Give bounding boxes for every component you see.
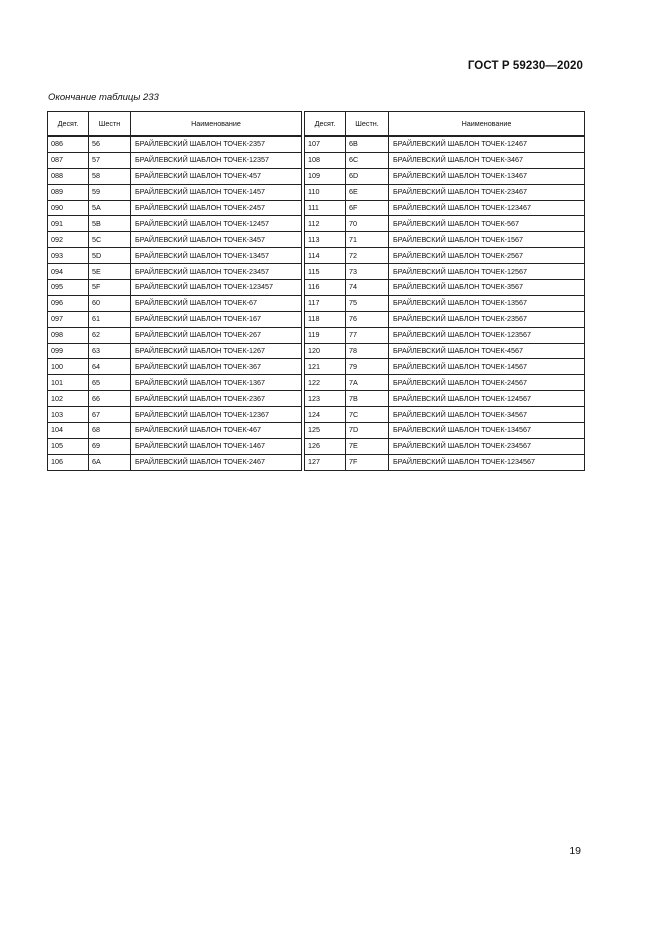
cell-hex: 6F: [346, 200, 389, 216]
table-row: [305, 200, 585, 216]
table-row: [305, 152, 585, 168]
cell-decimal: 097: [48, 311, 89, 327]
cell-decimal: 109: [305, 168, 346, 184]
cell-hex: 67: [89, 407, 131, 423]
document-standard-title: ГОСТ Р 59230—2020: [467, 60, 583, 72]
cell-name: БРАЙЛЕВСКИЙ ШАБЛОН ТОЧЕК-23467: [389, 184, 585, 200]
table-left-body: [48, 136, 302, 470]
cell-decimal: 105: [48, 438, 89, 454]
cell-name: БРАЙЛЕВСКИЙ ШАБЛОН ТОЧЕК-2467: [131, 454, 302, 470]
header-name: Наименование: [389, 112, 585, 137]
cell-name: БРАЙЛЕВСКИЙ ШАБЛОН ТОЧЕК-12357: [131, 152, 302, 168]
cell-decimal: 123: [305, 391, 346, 407]
table-row: [305, 248, 585, 264]
cell-name: БРАЙЛЕВСКИЙ ШАБЛОН ТОЧЕК-567: [389, 216, 585, 232]
cell-name: БРАЙЛЕВСКИЙ ШАБЛОН ТОЧЕК-13467: [389, 168, 585, 184]
table-row: [48, 327, 302, 343]
cell-name: БРАЙЛЕВСКИЙ ШАБЛОН ТОЧЕК-1234567: [389, 454, 585, 470]
table-row: [48, 391, 302, 407]
cell-name: БРАЙЛЕВСКИЙ ШАБЛОН ТОЧЕК-2357: [131, 136, 302, 152]
table-row: [305, 327, 585, 343]
cell-hex: 74: [346, 280, 389, 296]
cell-decimal: 098: [48, 327, 89, 343]
table-header-row: [305, 112, 585, 137]
cell-name: БРАЙЛЕВСКИЙ ШАБЛОН ТОЧЕК-467: [131, 423, 302, 439]
cell-decimal: 087: [48, 152, 89, 168]
cell-hex: 7C: [346, 407, 389, 423]
table-row: [305, 359, 585, 375]
table-row: [305, 232, 585, 248]
cell-decimal: 113: [305, 232, 346, 248]
cell-decimal: 106: [48, 454, 89, 470]
cell-hex: 65: [89, 375, 131, 391]
cell-decimal: 114: [305, 248, 346, 264]
table-row: [48, 311, 302, 327]
cell-decimal: 110: [305, 184, 346, 200]
cell-decimal: 090: [48, 200, 89, 216]
cell-hex: 6E: [346, 184, 389, 200]
table-row: [48, 295, 302, 311]
cell-decimal: 122: [305, 375, 346, 391]
table-right-half: [304, 111, 585, 471]
cell-hex: 70: [346, 216, 389, 232]
cell-decimal: 126: [305, 438, 346, 454]
cell-decimal: 095: [48, 280, 89, 296]
table-row: [48, 168, 302, 184]
table-row: [48, 232, 302, 248]
table-row: [305, 454, 585, 470]
table-row: [48, 375, 302, 391]
cell-decimal: 115: [305, 264, 346, 280]
table-row: [305, 184, 585, 200]
table-row: [305, 168, 585, 184]
cell-decimal: 116: [305, 280, 346, 296]
cell-decimal: 108: [305, 152, 346, 168]
cell-name: БРАЙЛЕВСКИЙ ШАБЛОН ТОЧЕК-457: [131, 168, 302, 184]
cell-decimal: 101: [48, 375, 89, 391]
cell-name: БРАЙЛЕВСКИЙ ШАБЛОН ТОЧЕК-1267: [131, 343, 302, 359]
cell-decimal: 107: [305, 136, 346, 152]
cell-hex: 66: [89, 391, 131, 407]
cell-hex: 7E: [346, 438, 389, 454]
cell-decimal: 111: [305, 200, 346, 216]
cell-decimal: 088: [48, 168, 89, 184]
header-decimal: Десят.: [48, 112, 89, 137]
header-hex: Шестн.: [346, 112, 389, 137]
table-row: [48, 264, 302, 280]
cell-hex: 6A: [89, 454, 131, 470]
cell-name: БРАЙЛЕВСКИЙ ШАБЛОН ТОЧЕК-1467: [131, 438, 302, 454]
cell-decimal: 089: [48, 184, 89, 200]
cell-name: БРАЙЛЕВСКИЙ ШАБЛОН ТОЧЕК-167: [131, 311, 302, 327]
cell-hex: 57: [89, 152, 131, 168]
cell-decimal: 125: [305, 423, 346, 439]
cell-name: БРАЙЛЕВСКИЙ ШАБЛОН ТОЧЕК-234567: [389, 438, 585, 454]
cell-name: БРАЙЛЕВСКИЙ ШАБЛОН ТОЧЕК-134567: [389, 423, 585, 439]
cell-decimal: 112: [305, 216, 346, 232]
cell-name: БРАЙЛЕВСКИЙ ШАБЛОН ТОЧЕК-23457: [131, 264, 302, 280]
cell-name: БРАЙЛЕВСКИЙ ШАБЛОН ТОЧЕК-14567: [389, 359, 585, 375]
table-left-half: [47, 111, 302, 471]
cell-hex: 64: [89, 359, 131, 375]
cell-decimal: 093: [48, 248, 89, 264]
cell-hex: 62: [89, 327, 131, 343]
cell-name: БРАЙЛЕВСКИЙ ШАБЛОН ТОЧЕК-34567: [389, 407, 585, 423]
cell-hex: 6D: [346, 168, 389, 184]
table-row: [305, 136, 585, 152]
cell-decimal: 094: [48, 264, 89, 280]
cell-name: БРАЙЛЕВСКИЙ ШАБЛОН ТОЧЕК-12567: [389, 264, 585, 280]
table-row: [305, 280, 585, 296]
cell-hex: 5C: [89, 232, 131, 248]
cell-name: БРАЙЛЕВСКИЙ ШАБЛОН ТОЧЕК-13567: [389, 295, 585, 311]
braille-pattern-table: [47, 111, 583, 471]
table-row: [48, 454, 302, 470]
cell-name: БРАЙЛЕВСКИЙ ШАБЛОН ТОЧЕК-124567: [389, 391, 585, 407]
cell-hex: 78: [346, 343, 389, 359]
cell-name: БРАЙЛЕВСКИЙ ШАБЛОН ТОЧЕК-12467: [389, 136, 585, 152]
table-row: [305, 407, 585, 423]
cell-hex: 56: [89, 136, 131, 152]
cell-decimal: 118: [305, 311, 346, 327]
header-hex: Шестн: [89, 112, 131, 137]
cell-decimal: 091: [48, 216, 89, 232]
cell-name: БРАЙЛЕВСКИЙ ШАБЛОН ТОЧЕК-12457: [131, 216, 302, 232]
cell-hex: 5F: [89, 280, 131, 296]
cell-name: БРАЙЛЕВСКИЙ ШАБЛОН ТОЧЕК-267: [131, 327, 302, 343]
cell-hex: 7D: [346, 423, 389, 439]
table-row: [48, 407, 302, 423]
cell-decimal: 124: [305, 407, 346, 423]
cell-decimal: 119: [305, 327, 346, 343]
table-row: [305, 423, 585, 439]
table-row: [48, 152, 302, 168]
table-row: [305, 375, 585, 391]
table-row: [48, 184, 302, 200]
table-row: [48, 216, 302, 232]
cell-name: БРАЙЛЕВСКИЙ ШАБЛОН ТОЧЕК-2457: [131, 200, 302, 216]
cell-hex: 61: [89, 311, 131, 327]
table-row: [305, 264, 585, 280]
cell-decimal: 102: [48, 391, 89, 407]
cell-hex: 69: [89, 438, 131, 454]
cell-decimal: 121: [305, 359, 346, 375]
cell-hex: 7A: [346, 375, 389, 391]
cell-hex: 60: [89, 295, 131, 311]
cell-hex: 5A: [89, 200, 131, 216]
table-header-row: [48, 112, 302, 137]
table-row: [305, 391, 585, 407]
cell-hex: 6C: [346, 152, 389, 168]
table-row: [48, 423, 302, 439]
table-right-body: [305, 136, 585, 470]
table-row: [48, 200, 302, 216]
cell-hex: 6B: [346, 136, 389, 152]
cell-decimal: 100: [48, 359, 89, 375]
table-row: [305, 438, 585, 454]
cell-hex: 5B: [89, 216, 131, 232]
cell-name: БРАЙЛЕВСКИЙ ШАБЛОН ТОЧЕК-3467: [389, 152, 585, 168]
cell-decimal: 096: [48, 295, 89, 311]
table-row: [305, 311, 585, 327]
cell-name: БРАЙЛЕВСКИЙ ШАБЛОН ТОЧЕК-67: [131, 295, 302, 311]
cell-name: БРАЙЛЕВСКИЙ ШАБЛОН ТОЧЕК-367: [131, 359, 302, 375]
cell-hex: 71: [346, 232, 389, 248]
cell-name: БРАЙЛЕВСКИЙ ШАБЛОН ТОЧЕК-3567: [389, 280, 585, 296]
cell-hex: 73: [346, 264, 389, 280]
table-row: [48, 343, 302, 359]
cell-hex: 68: [89, 423, 131, 439]
cell-name: БРАЙЛЕВСКИЙ ШАБЛОН ТОЧЕК-12367: [131, 407, 302, 423]
cell-decimal: 120: [305, 343, 346, 359]
table-caption: Окончание таблицы 233: [48, 92, 159, 103]
cell-hex: 76: [346, 311, 389, 327]
table-row: [305, 216, 585, 232]
cell-decimal: 103: [48, 407, 89, 423]
cell-decimal: 127: [305, 454, 346, 470]
cell-hex: 7F: [346, 454, 389, 470]
page-number: 19: [569, 845, 581, 857]
cell-name: БРАЙЛЕВСКИЙ ШАБЛОН ТОЧЕК-123457: [131, 280, 302, 296]
cell-name: БРАЙЛЕВСКИЙ ШАБЛОН ТОЧЕК-24567: [389, 375, 585, 391]
cell-decimal: 104: [48, 423, 89, 439]
cell-hex: 5E: [89, 264, 131, 280]
cell-hex: 5D: [89, 248, 131, 264]
cell-hex: 77: [346, 327, 389, 343]
cell-decimal: 117: [305, 295, 346, 311]
cell-hex: 72: [346, 248, 389, 264]
cell-hex: 75: [346, 295, 389, 311]
table-row: [48, 136, 302, 152]
cell-name: БРАЙЛЕВСКИЙ ШАБЛОН ТОЧЕК-123567: [389, 327, 585, 343]
header-name: Наименование: [131, 112, 302, 137]
cell-name: БРАЙЛЕВСКИЙ ШАБЛОН ТОЧЕК-23567: [389, 311, 585, 327]
table-row: [48, 438, 302, 454]
table-row: [305, 295, 585, 311]
cell-hex: 79: [346, 359, 389, 375]
cell-name: БРАЙЛЕВСКИЙ ШАБЛОН ТОЧЕК-2367: [131, 391, 302, 407]
cell-decimal: 086: [48, 136, 89, 152]
table-row: [48, 280, 302, 296]
cell-name: БРАЙЛЕВСКИЙ ШАБЛОН ТОЧЕК-1367: [131, 375, 302, 391]
cell-hex: 63: [89, 343, 131, 359]
cell-name: БРАЙЛЕВСКИЙ ШАБЛОН ТОЧЕК-1567: [389, 232, 585, 248]
cell-hex: 58: [89, 168, 131, 184]
cell-decimal: 092: [48, 232, 89, 248]
table-row: [305, 343, 585, 359]
cell-hex: 59: [89, 184, 131, 200]
cell-name: БРАЙЛЕВСКИЙ ШАБЛОН ТОЧЕК-4567: [389, 343, 585, 359]
cell-name: БРАЙЛЕВСКИЙ ШАБЛОН ТОЧЕК-1457: [131, 184, 302, 200]
table-row: [48, 359, 302, 375]
cell-name: БРАЙЛЕВСКИЙ ШАБЛОН ТОЧЕК-2567: [389, 248, 585, 264]
table-row: [48, 248, 302, 264]
cell-name: БРАЙЛЕВСКИЙ ШАБЛОН ТОЧЕК-123467: [389, 200, 585, 216]
cell-name: БРАЙЛЕВСКИЙ ШАБЛОН ТОЧЕК-13457: [131, 248, 302, 264]
header-decimal: Десят.: [305, 112, 346, 137]
cell-hex: 7B: [346, 391, 389, 407]
cell-decimal: 099: [48, 343, 89, 359]
cell-name: БРАЙЛЕВСКИЙ ШАБЛОН ТОЧЕК-3457: [131, 232, 302, 248]
